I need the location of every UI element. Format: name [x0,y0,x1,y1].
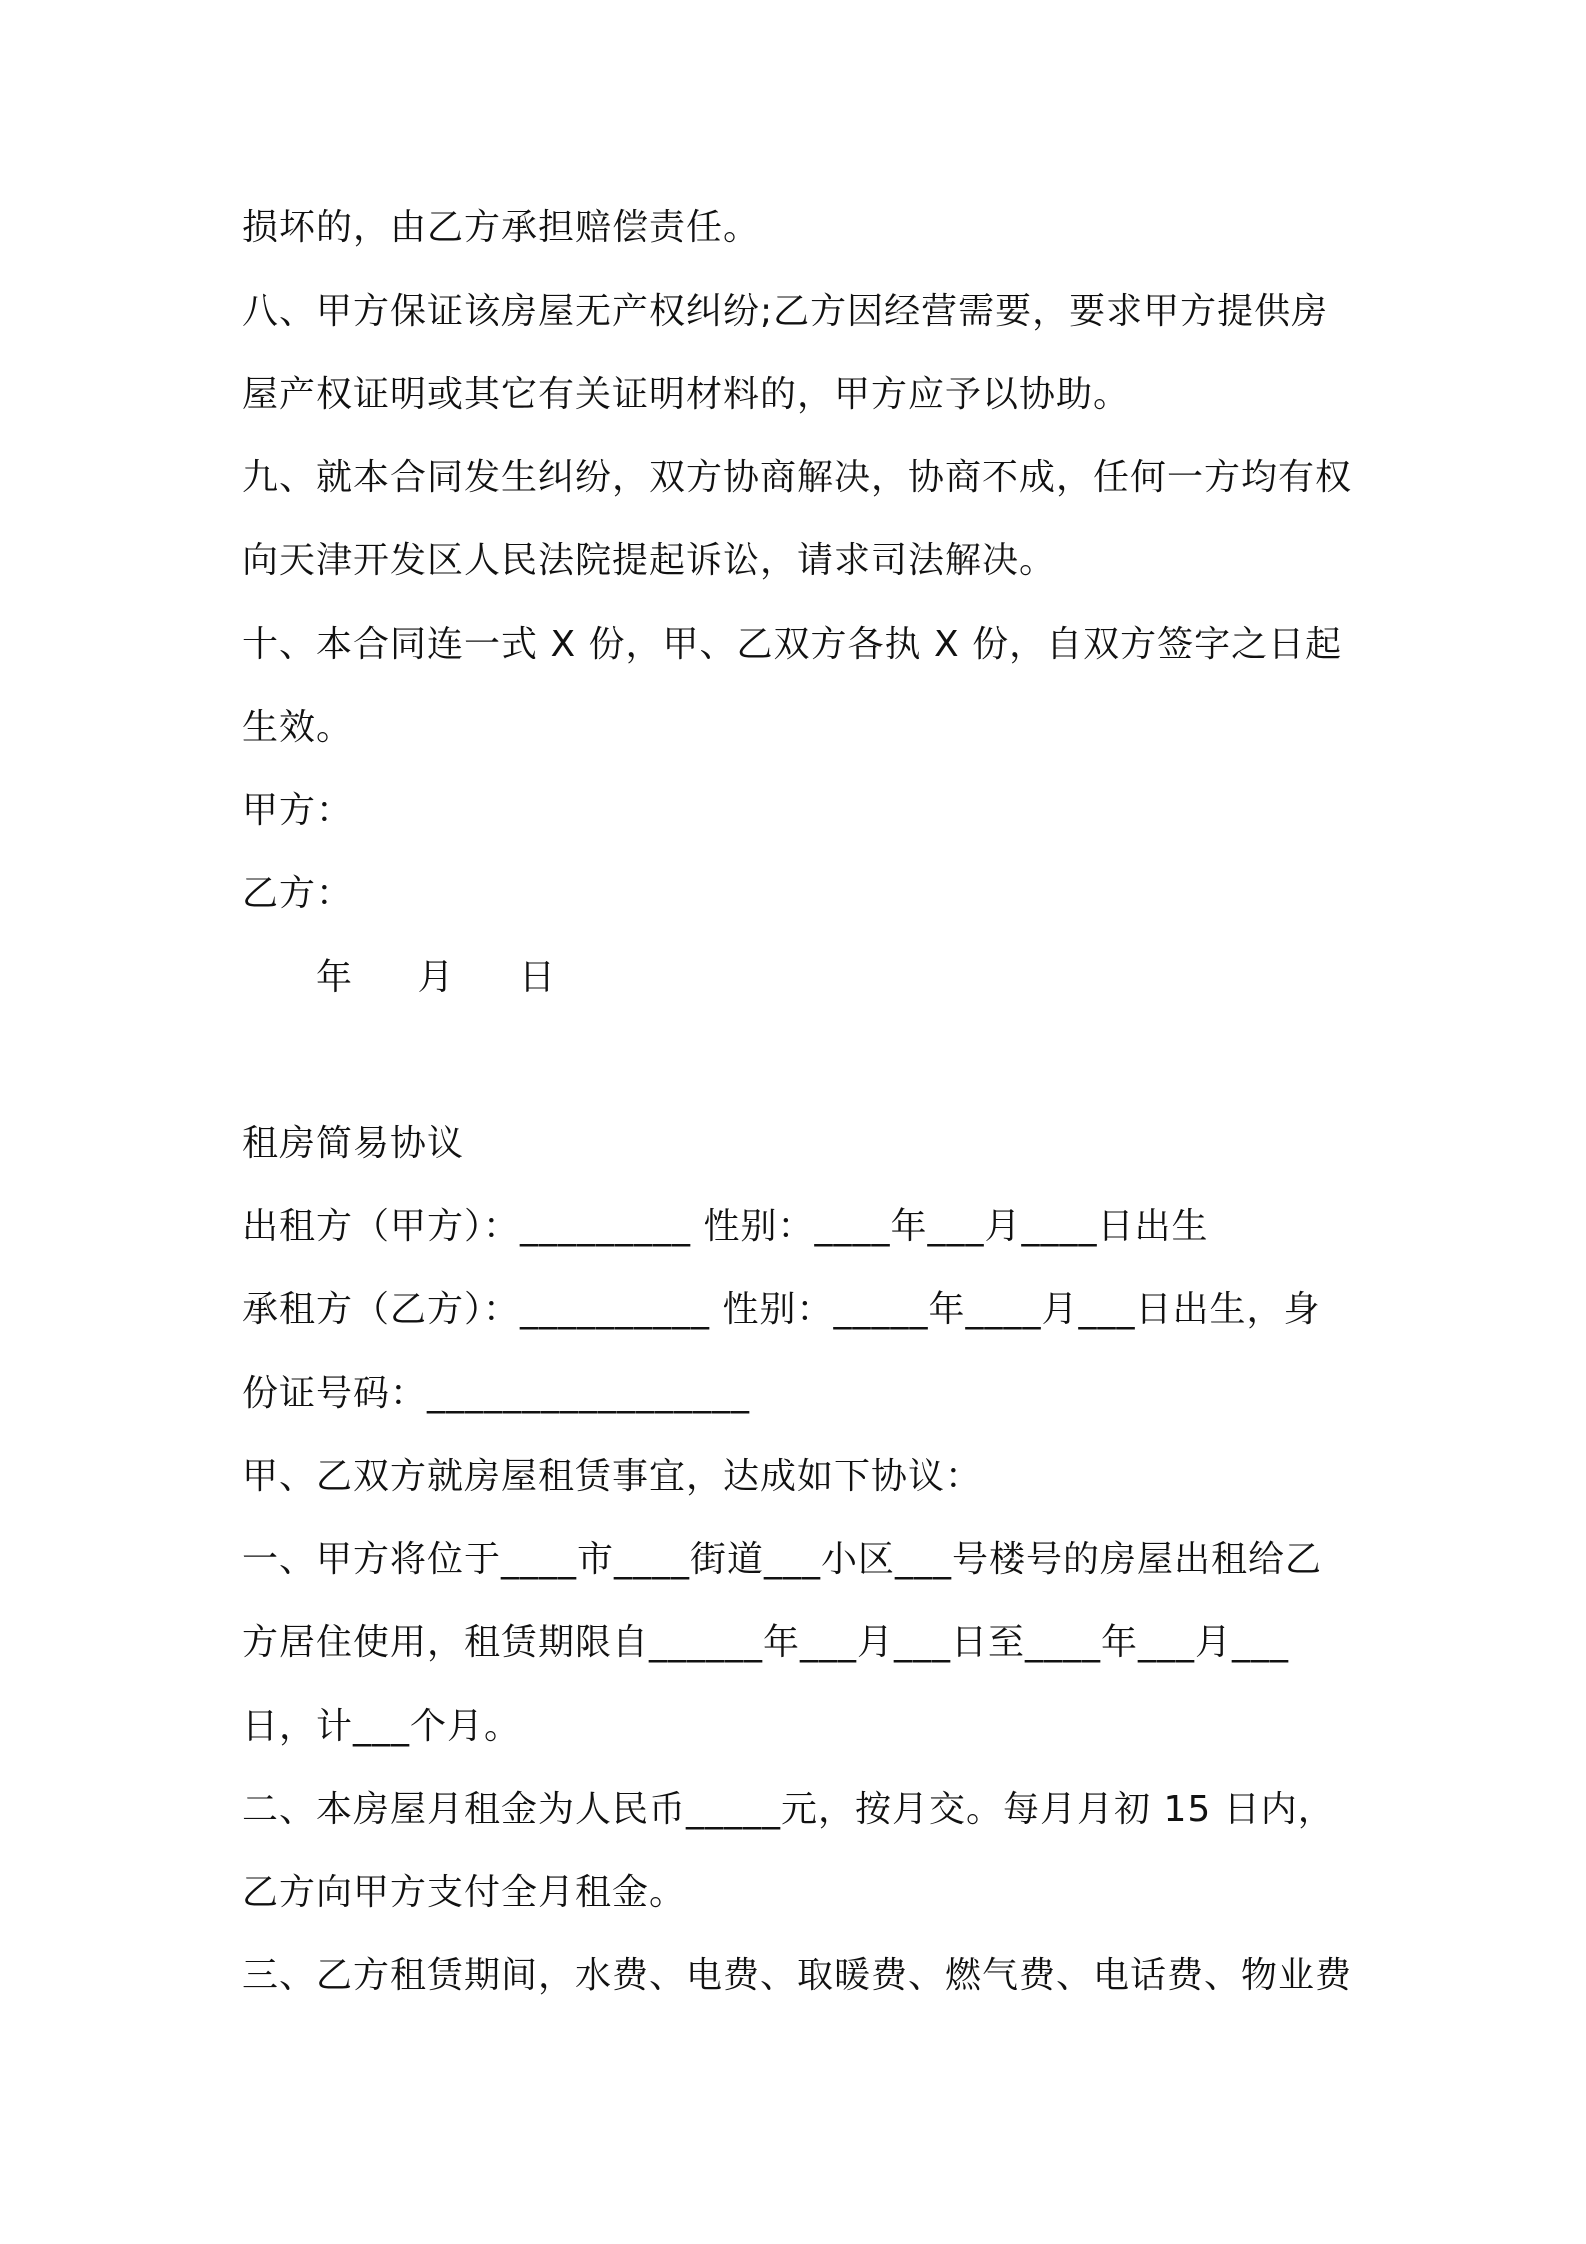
text-line: 乙方向甲方支付全月租金。 [242,1872,687,1913]
text-line: 日，计___个月。 [242,1706,522,1747]
text-line: 二、本房屋月租金为人民币_____元，按月交。每月月初 15 日内， [242,1789,1335,1830]
text-line: 三、乙方租赁期间，水费、电费、取暖费、燃气费、电话费、物业费 [242,1955,1353,1996]
text-line: 生效。 [242,707,354,748]
text-line: 一、甲方将位于____市____街道___小区___号楼号的房屋出租给乙 [242,1539,1323,1580]
id-number-line: 份证号码：_________________ [242,1373,751,1414]
lessor-info-line: 出租方（甲方）：_________ 性别：____年___月____日出生 [242,1206,1209,1247]
signature-date [316,954,1436,1002]
text-line: 损坏的，由乙方承担赔偿责任。 [242,207,761,248]
text-line: 屋产权证明或其它有关证明材料的，甲方应予以协助。 [242,374,1131,415]
date-year: 年 [316,957,354,998]
agreement-title: 租房简易协议 [242,1123,465,1164]
text-line: 十、本合同连一式 X 份，甲、乙双方各执 X 份，自双方签字之日起 [242,624,1343,665]
date-day: 日 [518,957,556,998]
text-line: 向天津开发区人民法院提起诉讼，请求司法解决。 [242,540,1057,581]
party-a-signature-label: 甲方： [242,790,354,831]
text-line: 甲、乙双方就房屋租赁事宜，达成如下协议： [242,1456,983,1497]
date-month: 月 [417,957,455,998]
lessee-info-line: 承租方（乙方）：__________ 性别：_____年____月___日出生，身 [242,1289,1321,1330]
text-line: 九、就本合同发生纠纷，双方协商解决，协商不成，任何一方均有权 [242,457,1353,498]
text-line: 方居住使用，租赁期限自______年___月___日至____年___月___ [242,1622,1290,1663]
party-b-signature-label: 乙方： [242,873,354,914]
text-line: 八、甲方保证该房屋无产权纠纷;乙方因经营需要，要求甲方提供房 [242,291,1329,332]
